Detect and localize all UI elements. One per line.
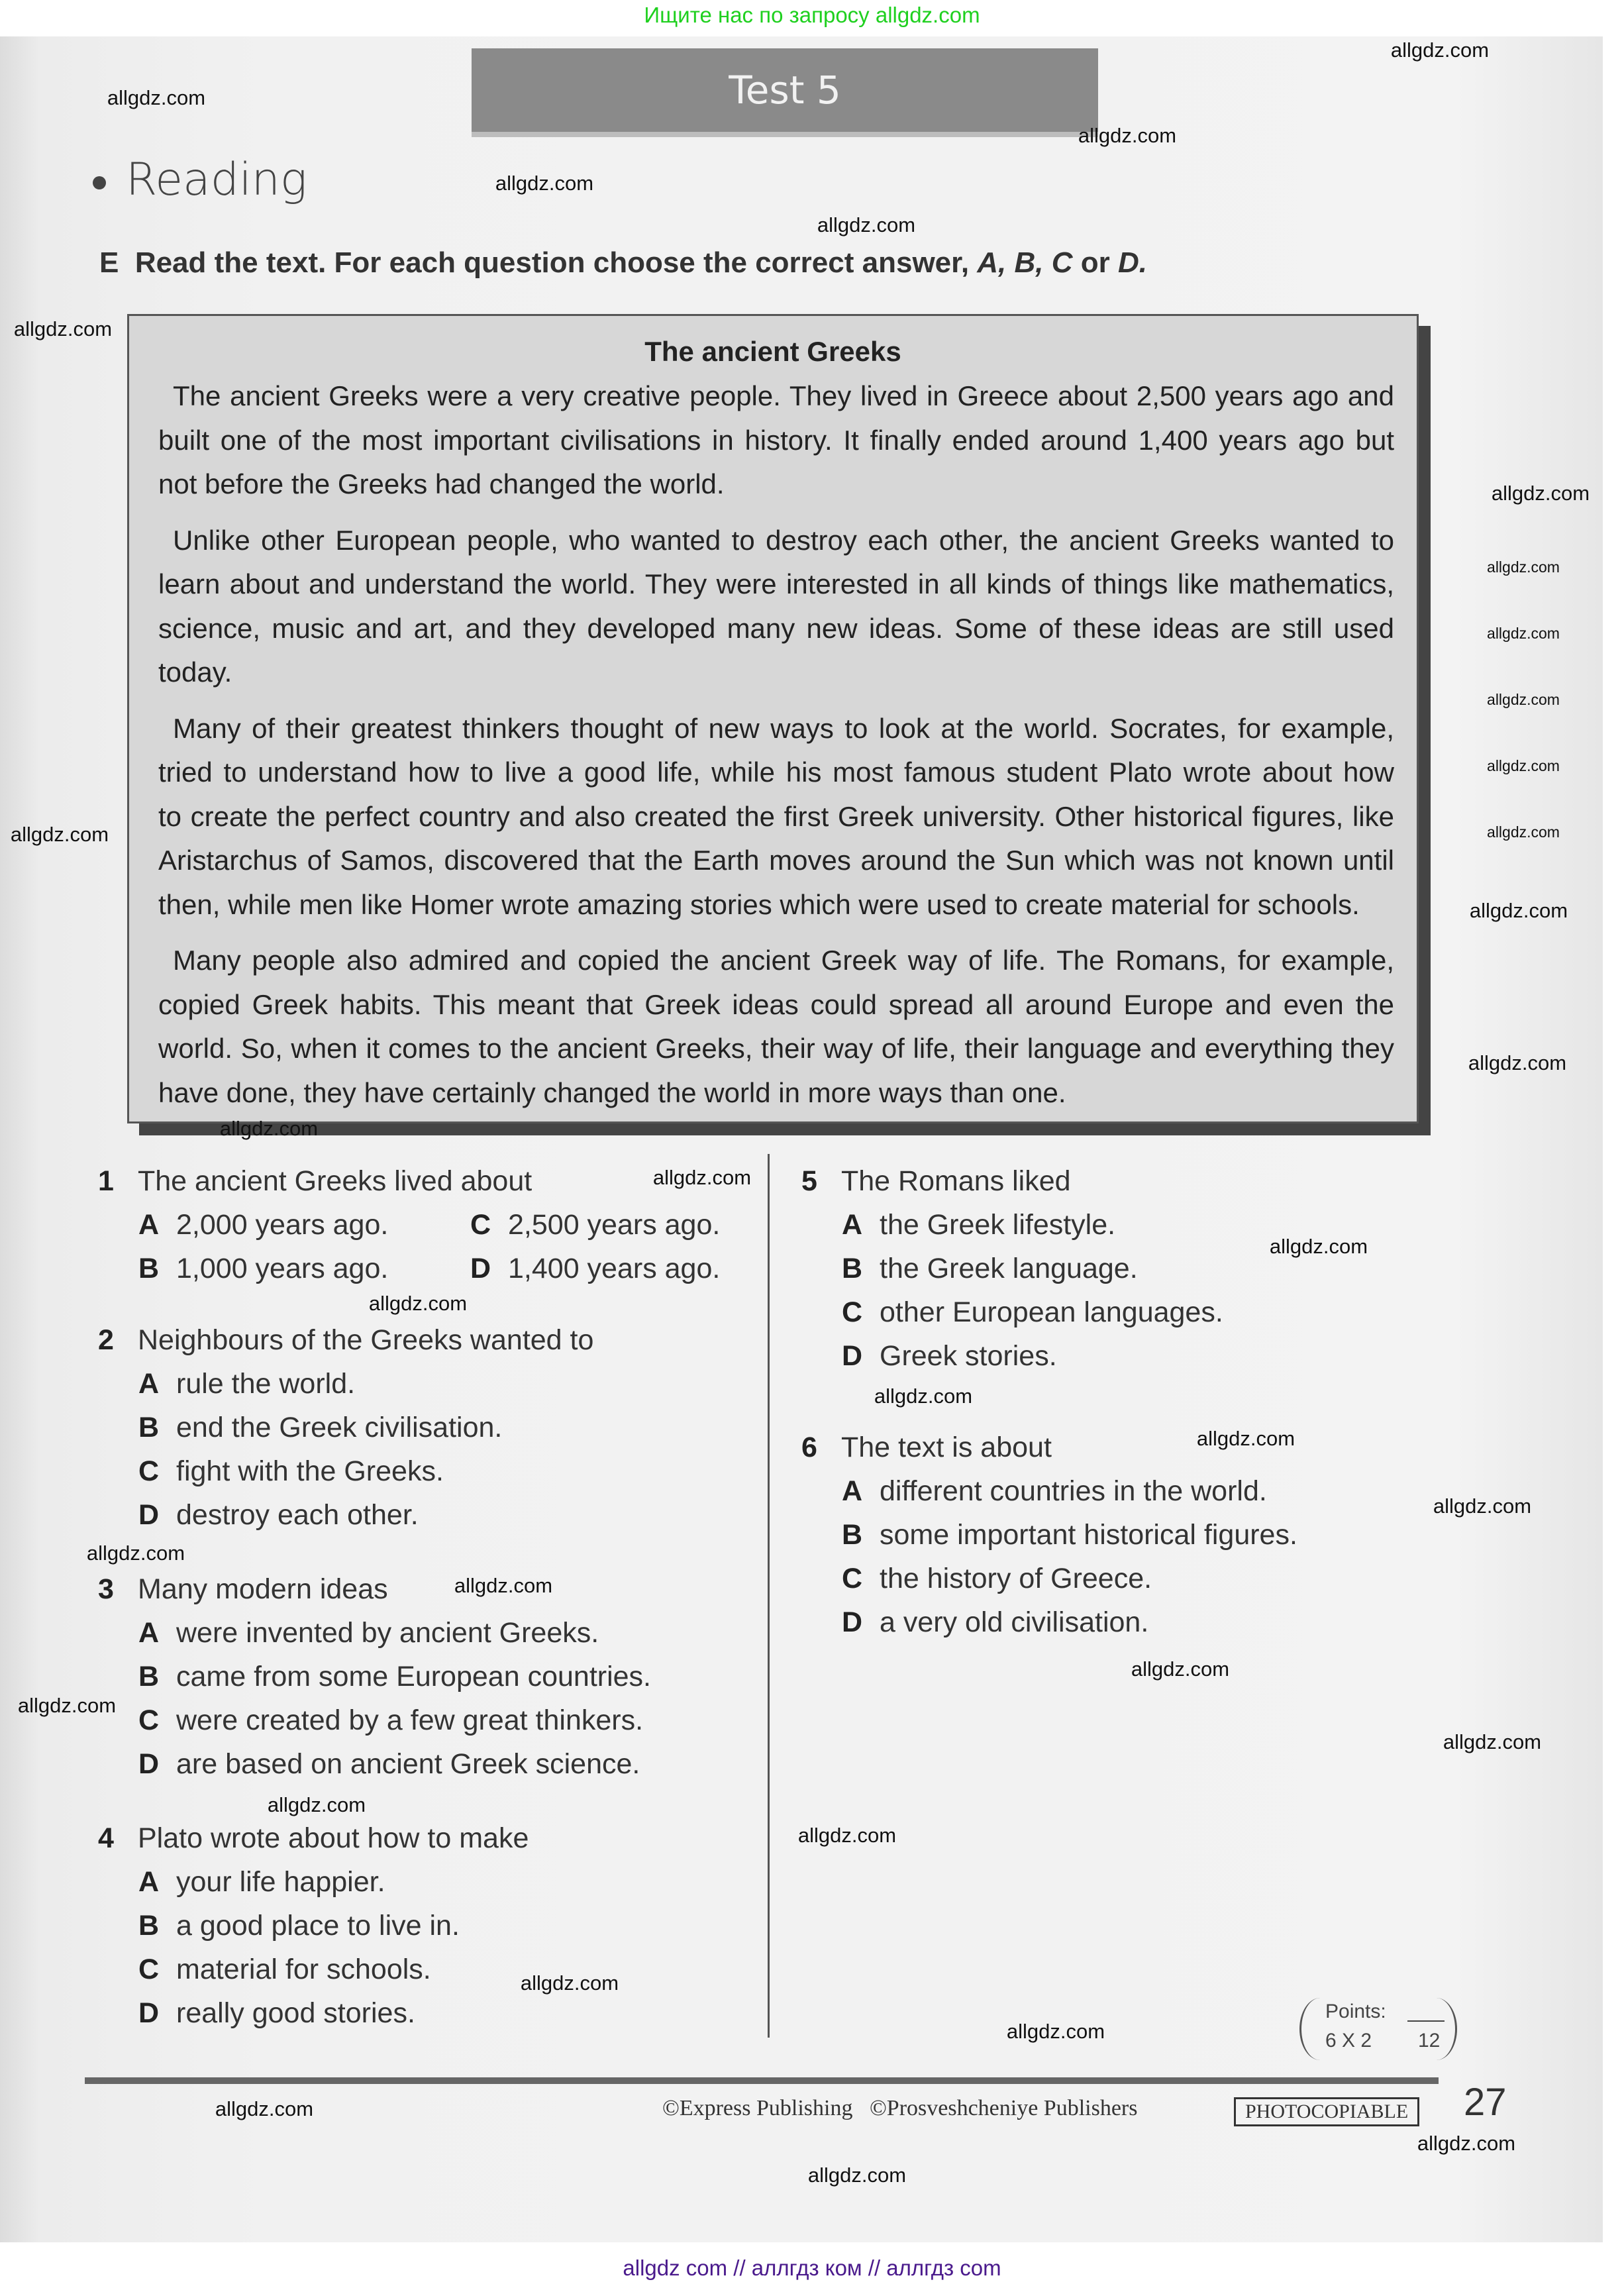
question-stem — [98, 1816, 529, 1860]
watermark: allgdz.com — [1006, 2020, 1105, 2043]
option-text: fight with the Greeks. — [176, 1455, 444, 1487]
passage-line: world. So, when it comes to the ancient Greeks, their way of life, their language and everything they — [158, 1033, 1394, 1064]
bottom-ad-banner[interactable]: allgdz com // аллгдз ком // аллгдз com — [623, 2256, 1001, 2280]
watermark: allgdz.com — [652, 1166, 752, 1189]
exercise-letter: E — [99, 246, 119, 279]
option-text: 1,400 years ago. — [508, 1253, 721, 1284]
answer-option[interactable] — [138, 1493, 419, 1537]
watermark: allgdz.com — [1443, 1730, 1542, 1753]
question-number: 6 — [801, 1431, 817, 1463]
answer-option[interactable] — [138, 1449, 444, 1493]
question-number: 4 — [98, 1822, 114, 1854]
points-box — [1299, 1998, 1457, 2060]
answer-option[interactable] — [842, 1557, 1152, 1600]
answer-option[interactable] — [842, 1469, 1267, 1513]
option-text: 2,500 years ago. — [508, 1209, 721, 1241]
watermark: allgdz.com — [215, 2097, 314, 2120]
watermark: allgdz.com — [107, 86, 206, 109]
watermark: allgdz.com — [1487, 558, 1560, 576]
passage-line: copied Greek habits. This meant that Greek ideas could spread all around Europe and even the — [158, 988, 1394, 1020]
question-text: The Romans liked — [841, 1165, 1071, 1197]
passage-line: to create the perfect country and also created the first Greek university. Other historical figures, like — [158, 800, 1394, 832]
watermark: allgdz.com — [874, 1384, 973, 1408]
answer-option[interactable] — [138, 1362, 355, 1406]
answer-option[interactable] — [842, 1600, 1148, 1644]
instruction-last: D. — [1117, 246, 1147, 279]
option-letter: A — [138, 1368, 160, 1400]
option-letter: D — [470, 1253, 491, 1284]
watermark: allgdz.com — [86, 1541, 185, 1565]
watermark: allgdz.com — [13, 317, 113, 340]
page-number: 27 — [1464, 2081, 1507, 2124]
option-text: the Greek lifestyle. — [880, 1209, 1116, 1241]
option-letter: D — [138, 1997, 160, 2029]
option-letter: B — [138, 1253, 160, 1284]
passage-line: today. — [158, 656, 232, 688]
watermark: allgdz.com — [817, 213, 916, 236]
passage-line: Aristarchus of Samos, discovered that the Earth moves around the Sun which was not known until — [158, 845, 1394, 876]
question-text: Neighbours of the Greeks wanted to — [138, 1324, 594, 1356]
passage-line: learn about and understand the world. They were interested in all kinds of things like mathematics, — [158, 568, 1394, 599]
watermark: allgdz.com — [1078, 124, 1177, 147]
option-letter: C — [842, 1296, 863, 1328]
option-letter: A — [138, 1866, 160, 1898]
watermark: allgdz.com — [368, 1292, 468, 1315]
option-letter: C — [138, 1704, 160, 1736]
answer-option[interactable] — [138, 1698, 643, 1742]
passage-line: Unlike other European people, who wanted to destroy each other, the ancient Greeks wanted to — [173, 524, 1394, 556]
points-formula: 6 X 2 — [1325, 2030, 1372, 2052]
watermark: allgdz.com — [10, 823, 109, 846]
answer-option[interactable] — [470, 1247, 720, 1290]
watermark: allgdz.com — [1491, 482, 1590, 505]
option-letter: A — [842, 1475, 863, 1507]
option-letter: D — [138, 1748, 160, 1780]
answer-option[interactable] — [842, 1247, 1138, 1290]
passage-line: not before the Greeks had changed the world. — [158, 468, 725, 499]
points-total: 12 — [1418, 2030, 1441, 2052]
option-text: destroy each other. — [176, 1499, 419, 1531]
watermark: allgdz.com — [807, 2163, 907, 2187]
option-letter: C — [470, 1209, 491, 1241]
watermark: allgdz.com — [1487, 757, 1560, 774]
question-text: The ancient Greeks lived about — [138, 1165, 533, 1197]
watermark: allgdz.com — [1487, 823, 1560, 841]
footer-rule — [85, 2077, 1439, 2084]
passage-line: then, while men like Homer wrote amazing stories which were used to create material for schools. — [158, 888, 1360, 920]
option-letter: A — [842, 1209, 863, 1241]
passage-title: The ancient Greeks — [644, 336, 901, 367]
option-text: different countries in the world. — [880, 1475, 1267, 1507]
watermark: allgdz.com — [454, 1574, 553, 1597]
answer-option[interactable] — [138, 1948, 431, 1991]
option-letter: A — [138, 1209, 160, 1241]
watermark: allgdz.com — [495, 172, 594, 195]
instruction-options: A, B, C — [977, 246, 1073, 279]
watermark: allgdz.com — [1390, 38, 1490, 62]
question-number: 1 — [98, 1165, 114, 1197]
watermark: allgdz.com — [267, 1793, 366, 1816]
option-text: 2,000 years ago. — [176, 1209, 389, 1241]
passage-line: Many people also admired and copied the ancient Greek way of life. The Romans, for example, — [173, 945, 1394, 976]
watermark: allgdz.com — [1269, 1235, 1368, 1258]
option-text: a very old civilisation. — [880, 1606, 1149, 1638]
passage-line: science, music and art, and they developed many new ideas. Some of these ideas are still used — [158, 612, 1394, 644]
answer-option[interactable] — [138, 1406, 502, 1449]
question-number: 5 — [801, 1165, 817, 1197]
bullet-icon — [93, 176, 106, 189]
question-stem — [98, 1159, 532, 1203]
section-title: Reading — [126, 154, 307, 206]
question-stem — [801, 1159, 1071, 1203]
watermark: allgdz.com — [1469, 899, 1568, 922]
answer-option[interactable] — [138, 1991, 415, 2035]
instruction-text: Read the text. For each question choose the correct answer, — [134, 246, 978, 279]
points-blank — [1407, 2020, 1445, 2022]
option-text: material for schools. — [176, 1953, 431, 1985]
passage-line: The ancient Greeks were a very creative people. They lived in Greece about 2,500 years ago and — [173, 380, 1394, 411]
watermark: allgdz.com — [1433, 1494, 1532, 1518]
option-text: the history of Greece. — [880, 1563, 1152, 1594]
option-text: end the Greek civilisation. — [176, 1412, 503, 1443]
instruction-or: or — [1072, 246, 1118, 279]
test-title-banner: Test 5 — [472, 48, 1098, 132]
option-letter: C — [842, 1563, 863, 1594]
option-letter: B — [138, 1910, 160, 1942]
answer-option[interactable] — [138, 1742, 640, 1786]
option-text: really good stories. — [176, 1997, 415, 2029]
option-letter: B — [138, 1661, 160, 1692]
option-letter: B — [842, 1519, 863, 1551]
option-text: were created by a few great thinkers. — [176, 1704, 644, 1736]
column-divider — [768, 1154, 770, 2038]
reading-passage-box — [127, 314, 1419, 1123]
watermark: allgdz.com — [219, 1117, 319, 1140]
watermark: allgdz.com — [1487, 625, 1560, 642]
watermark: allgdz.com — [1131, 1657, 1230, 1681]
question-text: The text is about — [841, 1431, 1052, 1463]
option-text: other European languages. — [880, 1296, 1223, 1328]
passage-line: have done, they have certainly changed the world in more ways than one. — [158, 1076, 1066, 1108]
passage-line: Many of their greatest thinkers thought of new ways to look at the world. Socrates, for example, — [173, 712, 1394, 744]
top-ad-banner[interactable]: Ищите нас по запросу allgdz.com — [644, 3, 980, 27]
watermark: allgdz.com — [1417, 2132, 1516, 2155]
answer-option[interactable] — [842, 1290, 1223, 1334]
answer-option[interactable] — [138, 1860, 385, 1904]
question-number: 2 — [98, 1324, 114, 1356]
copyright: ©Express Publishing ©Prosveshcheniye Publishers — [662, 2096, 1138, 2120]
passage-line: built one of the most important civilisations in history. It finally ended around 1,400 years ago but — [158, 424, 1394, 456]
answer-option[interactable] — [138, 1904, 460, 1948]
question-text: Many modern ideas — [138, 1573, 388, 1605]
option-text: were invented by ancient Greeks. — [176, 1617, 599, 1649]
answer-option[interactable] — [470, 1203, 720, 1247]
answer-option[interactable] — [138, 1611, 599, 1655]
option-text: Greek stories. — [880, 1340, 1057, 1372]
question-text: Plato wrote about how to make — [138, 1822, 529, 1854]
option-text: are based on ancient Greek science. — [176, 1748, 640, 1780]
option-letter: B — [842, 1253, 863, 1284]
answer-option[interactable] — [138, 1655, 651, 1698]
option-text: the Greek language. — [880, 1253, 1138, 1284]
watermark: allgdz.com — [1487, 691, 1560, 708]
option-letter: B — [138, 1412, 160, 1443]
question-stem — [98, 1567, 388, 1611]
option-letter: C — [138, 1953, 160, 1985]
option-text: 1,000 years ago. — [176, 1253, 389, 1284]
passage-line: tried to understand how to live a good life, while his most famous student Plato wrote about how — [158, 756, 1394, 788]
question-number: 3 — [98, 1573, 114, 1605]
answer-option[interactable] — [138, 1203, 388, 1247]
watermark: allgdz.com — [17, 1694, 117, 1717]
option-text: some important historical figures. — [880, 1519, 1297, 1551]
option-letter: C — [138, 1455, 160, 1487]
option-letter: D — [138, 1499, 160, 1531]
answer-option[interactable] — [842, 1334, 1057, 1378]
option-letter: D — [842, 1340, 863, 1372]
answer-option[interactable] — [138, 1247, 388, 1290]
watermark: allgdz.com — [1196, 1427, 1295, 1450]
option-letter: D — [842, 1606, 863, 1638]
instruction — [99, 246, 1147, 280]
option-text: came from some European countries. — [176, 1661, 651, 1692]
question-stem — [801, 1426, 1052, 1469]
watermark: allgdz.com — [797, 1824, 897, 1847]
answer-option[interactable] — [842, 1203, 1115, 1247]
option-text: rule the world. — [176, 1368, 356, 1400]
section-heading — [93, 154, 307, 206]
photocopiable-badge: PHOTOCOPIABLE — [1234, 2097, 1419, 2126]
option-text: your life happier. — [176, 1866, 385, 1898]
answer-option[interactable] — [842, 1513, 1297, 1557]
watermark: allgdz.com — [1468, 1051, 1567, 1074]
option-letter: A — [138, 1617, 160, 1649]
question-stem — [98, 1318, 593, 1362]
option-text: a good place to live in. — [176, 1910, 460, 1942]
points-label: Points: — [1325, 2001, 1386, 2022]
watermark: allgdz.com — [520, 1971, 619, 1995]
